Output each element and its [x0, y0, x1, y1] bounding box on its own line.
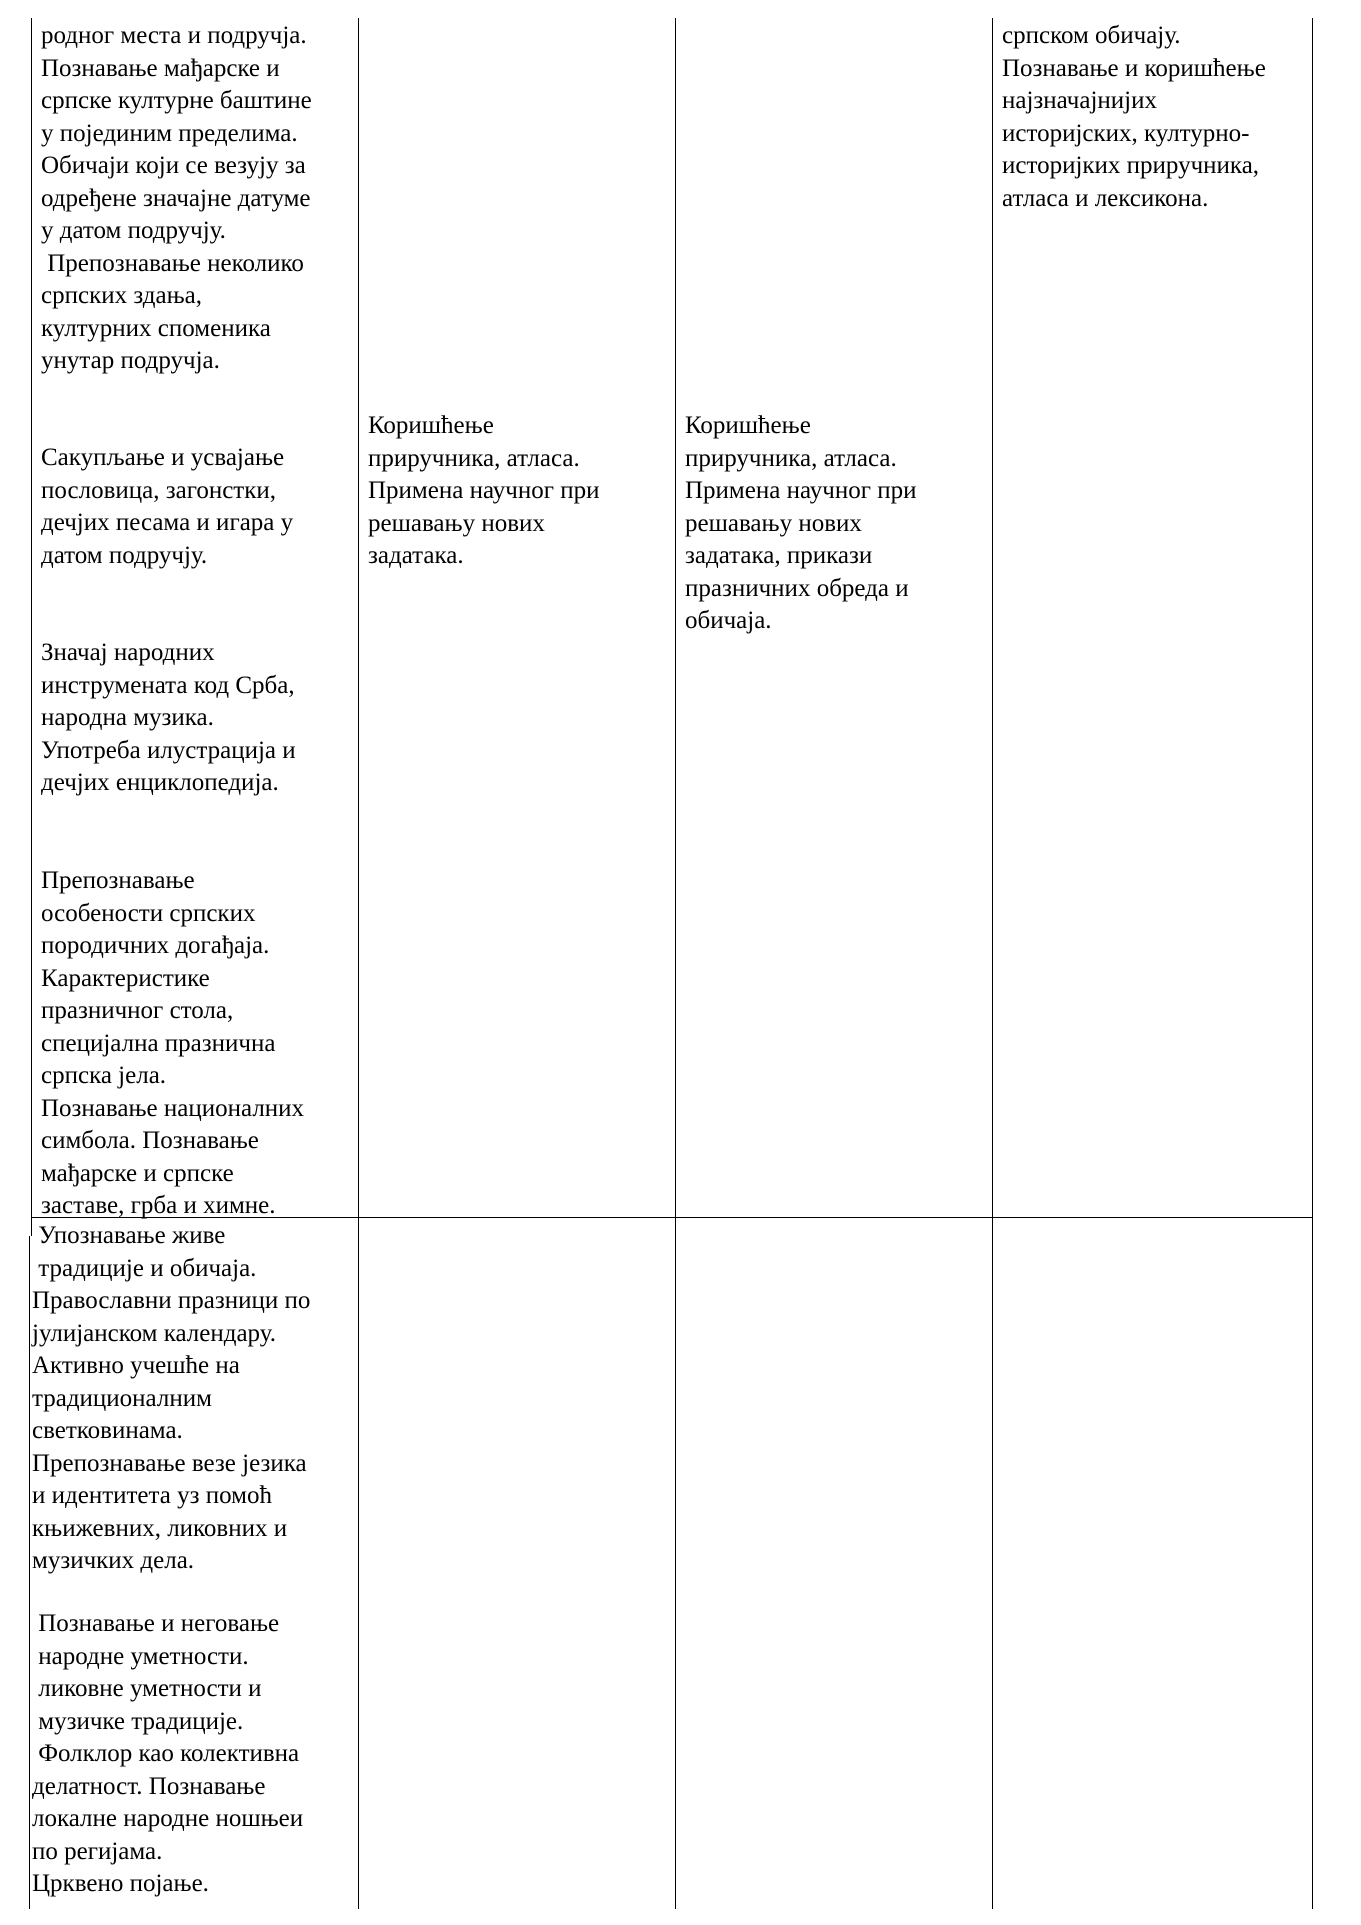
column-divider-1	[358, 18, 359, 1909]
table-border-left	[31, 18, 32, 1236]
table-border-left-lower	[29, 1236, 30, 1909]
row1-col2-text: Коришћење приручника, атласа. Примена научног при решавању нових задатака.	[368, 412, 600, 569]
column-divider-3	[992, 18, 993, 1909]
row1-col1-block2: Сакупљање и усвајање пословица, загонстки, дечјих песама и игара у датом подручју.	[41, 444, 294, 569]
row1-col1-block4: Препознавање особености српских породичних догађаја. Карактеристике празничног стола, специјална празнична српска јела. Познавање националних симбола. Познавање мађарске и српске заставе, грба и химне.	[41, 867, 305, 1219]
row1-col1-block1: родног места и подручја. Познавање мађарске и српске културне баштине у појединим пределима. Обичаји који се везују за одређене значајне датуме у датом подручју. Препознавање неколико српских здања, културних споменика унутар подручја.	[41, 22, 312, 374]
column-divider-2	[675, 18, 676, 1909]
table-border-right	[1312, 18, 1313, 1909]
row1-col1-block3: Значај народних инструмената код Срба, народна музика. Употреба илустрација и дечјих енциклопедија.	[41, 639, 296, 796]
row1-col3-text: Коришћење приручника, атласа. Примена научног при решавању нових задатака, прикази празничних обреда и обичаја.	[685, 412, 917, 634]
row1-col4-text: српском обичају. Познавање и коришћење најзначајнијих историјских, културно- историјких приручника, атласа и лексикона.	[1002, 22, 1266, 212]
row2-col1-block2: Познавање и неговање народне уметности. ликовне уметности и музичке традиције. Фолклор као колективна делатност. Познавање локалне народне ношњеи по регијама. Црквено појање.	[32, 1610, 304, 1897]
row2-col1-block1: Упознавање живе традиције и обичаја. Православни празници по јулијанском календару. Активно учешће на традиционалним светковинама. Препознавање везе језика и идентитета уз помоћ књижевних, ликовних и музичких дела.	[32, 1222, 311, 1574]
